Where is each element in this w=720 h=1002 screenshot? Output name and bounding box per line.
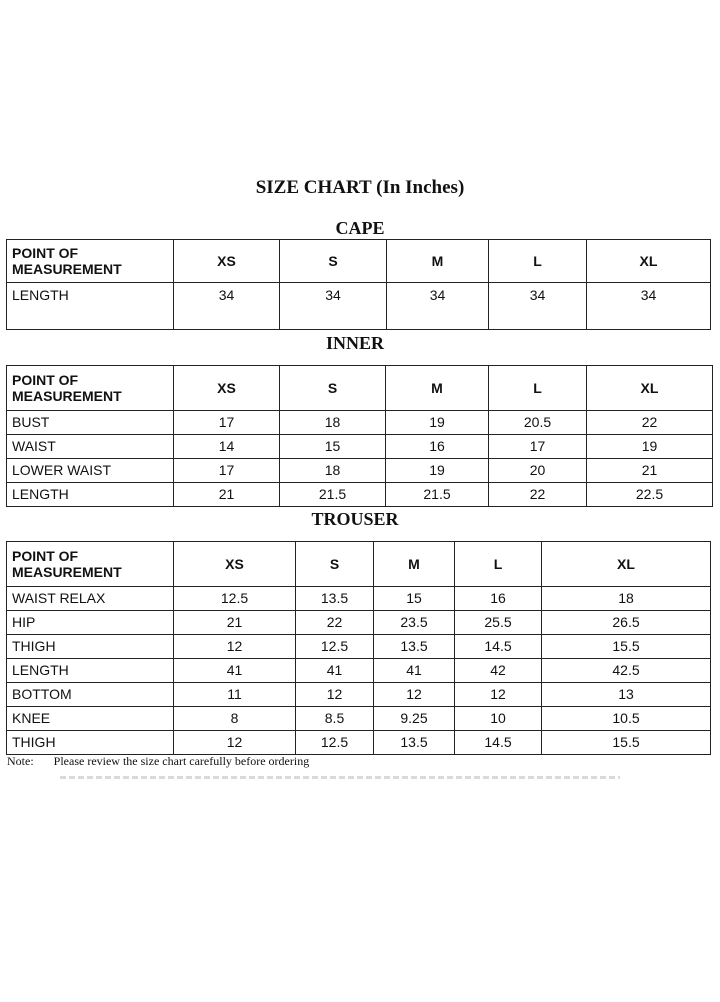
- cell-value: 14.5: [455, 635, 542, 659]
- header-size-m: M: [387, 240, 489, 283]
- cell-value: 26.5: [542, 611, 711, 635]
- table-row: [7, 459, 713, 483]
- cell-value: 13.5: [374, 635, 455, 659]
- section-title-cape: CAPE: [335, 218, 385, 238]
- table-row: [7, 683, 711, 707]
- note-label: Note:: [7, 754, 34, 768]
- cell-value: 21: [587, 459, 713, 483]
- table-row: [7, 283, 711, 330]
- table-row: [7, 435, 713, 459]
- row-label: LENGTH: [7, 659, 174, 683]
- table-row: [7, 611, 711, 635]
- cell-value: 14: [174, 435, 280, 459]
- cell-value: 19: [386, 411, 489, 435]
- cell-value: 12: [296, 683, 374, 707]
- cell-value: 34: [174, 283, 280, 330]
- header-size-s: S: [296, 542, 374, 587]
- cell-value: 41: [174, 659, 296, 683]
- table-row: [7, 411, 713, 435]
- cell-value: 19: [587, 435, 713, 459]
- cell-value: 34: [489, 283, 587, 330]
- cape-size-table: [6, 239, 711, 330]
- cell-value: 18: [280, 459, 386, 483]
- cell-value: 12: [174, 731, 296, 755]
- table-row: [7, 483, 713, 507]
- cell-value: 23.5: [374, 611, 455, 635]
- row-label: WAIST RELAX: [7, 587, 174, 611]
- note-text: Please review the size chart carefully before ordering: [53, 754, 310, 768]
- section-title-inner: INNER: [325, 333, 384, 353]
- header-point-of-measurement: POINT OF MEASUREMENT: [7, 240, 174, 283]
- cell-value: 10: [455, 707, 542, 731]
- cell-value: 12: [374, 683, 455, 707]
- table-row: [7, 635, 711, 659]
- row-label: WAIST: [7, 435, 174, 459]
- cell-value: 15: [280, 435, 386, 459]
- cell-value: 14.5: [455, 731, 542, 755]
- header-size-xs: XS: [174, 240, 280, 283]
- header-size-m: M: [374, 542, 455, 587]
- cell-value: 12.5: [174, 587, 296, 611]
- header-size-s: S: [280, 366, 386, 411]
- header-size-m: M: [386, 366, 489, 411]
- cell-value: 12.5: [296, 731, 374, 755]
- note-continuation-line: [60, 776, 620, 779]
- cell-value: 21.5: [386, 483, 489, 507]
- cell-value: 21.5: [280, 483, 386, 507]
- cell-value: 34: [387, 283, 489, 330]
- cell-value: 41: [374, 659, 455, 683]
- table-row: [7, 587, 711, 611]
- header-size-xs: XS: [174, 542, 296, 587]
- cell-value: 20: [489, 459, 587, 483]
- row-label: THIGH: [7, 635, 174, 659]
- cell-value: 15.5: [542, 635, 711, 659]
- header-size-l: L: [489, 366, 587, 411]
- cell-value: 16: [386, 435, 489, 459]
- cell-value: 19: [386, 459, 489, 483]
- cell-value: 10.5: [542, 707, 711, 731]
- inner-size-table: [6, 365, 713, 507]
- row-label: LOWER WAIST: [7, 459, 174, 483]
- page-title: SIZE CHART (In Inches): [255, 177, 465, 198]
- cell-value: 12.5: [296, 635, 374, 659]
- trouser-size-table: [6, 541, 711, 755]
- row-label: THIGH: [7, 731, 174, 755]
- header-size-l: L: [455, 542, 542, 587]
- cell-value: 17: [489, 435, 587, 459]
- row-label: LENGTH: [7, 283, 174, 330]
- header-size-xl: XL: [587, 366, 713, 411]
- cell-value: 13.5: [296, 587, 374, 611]
- row-label: BUST: [7, 411, 174, 435]
- header-size-s: S: [280, 240, 387, 283]
- note: [7, 754, 309, 769]
- cell-value: 18: [280, 411, 386, 435]
- cell-value: 15: [374, 587, 455, 611]
- cell-value: 13.5: [374, 731, 455, 755]
- cell-value: 17: [174, 459, 280, 483]
- table-row: [7, 731, 711, 755]
- header-size-xl: XL: [587, 240, 711, 283]
- cell-value: 22: [587, 411, 713, 435]
- row-label: KNEE: [7, 707, 174, 731]
- header-point-of-measurement: POINT OF MEASUREMENT: [7, 366, 174, 411]
- table-row: [7, 707, 711, 731]
- cell-value: 8.5: [296, 707, 374, 731]
- section-title-trouser: TROUSER: [311, 509, 399, 529]
- cell-value: 8: [174, 707, 296, 731]
- cell-value: 20.5: [489, 411, 587, 435]
- cell-value: 16: [455, 587, 542, 611]
- cell-value: 34: [587, 283, 711, 330]
- cell-value: 18: [542, 587, 711, 611]
- header-size-xs: XS: [174, 366, 280, 411]
- cell-value: 11: [174, 683, 296, 707]
- cell-value: 13: [542, 683, 711, 707]
- table-row: [7, 659, 711, 683]
- cell-value: 34: [280, 283, 387, 330]
- cell-value: 21: [174, 483, 280, 507]
- row-label: LENGTH: [7, 483, 174, 507]
- cell-value: 42.5: [542, 659, 711, 683]
- cell-value: 42: [455, 659, 542, 683]
- cell-value: 12: [455, 683, 542, 707]
- cell-value: 17: [174, 411, 280, 435]
- header-point-of-measurement: POINT OF MEASUREMENT: [7, 542, 174, 587]
- cell-value: 22: [296, 611, 374, 635]
- cell-value: 41: [296, 659, 374, 683]
- cell-value: 21: [174, 611, 296, 635]
- cell-value: 15.5: [542, 731, 711, 755]
- cell-value: 25.5: [455, 611, 542, 635]
- cell-value: 9.25: [374, 707, 455, 731]
- cell-value: 22: [489, 483, 587, 507]
- cell-value: 22.5: [587, 483, 713, 507]
- header-size-l: L: [489, 240, 587, 283]
- row-label: BOTTOM: [7, 683, 174, 707]
- cell-value: 12: [174, 635, 296, 659]
- header-size-xl: XL: [542, 542, 711, 587]
- row-label: HIP: [7, 611, 174, 635]
